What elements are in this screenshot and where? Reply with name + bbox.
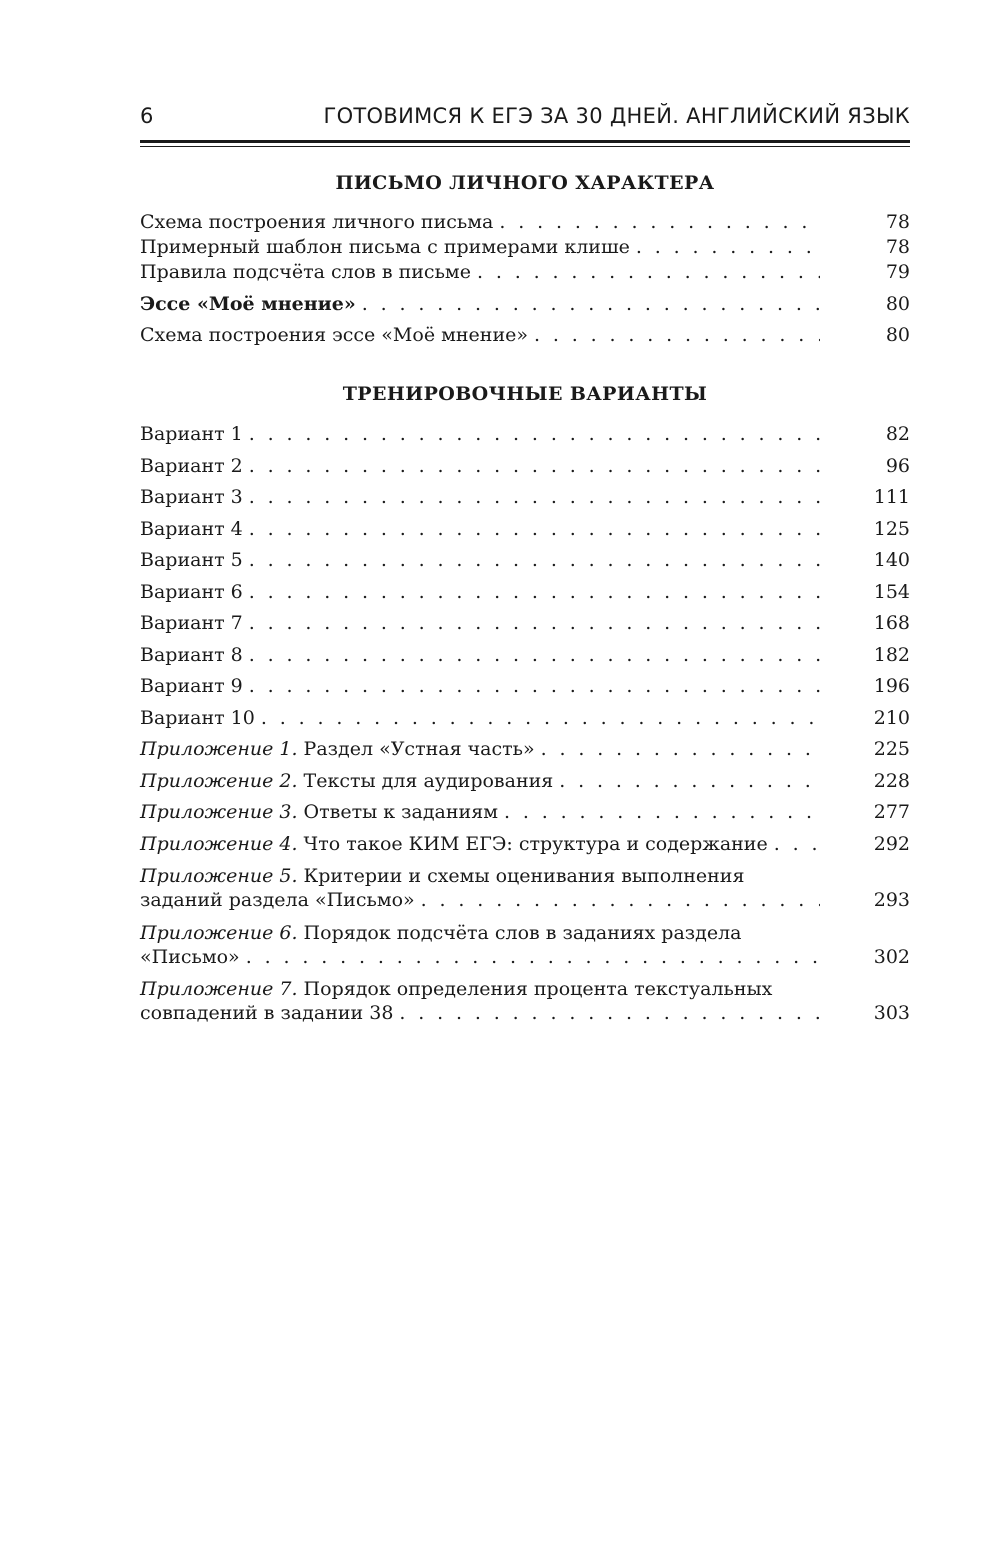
book-title: ГОТОВИМСЯ К ЕГЭ ЗА 30 ДНЕЙ. АНГЛИЙСКИЙ ЯЗЫК (323, 104, 910, 128)
toc-entry[interactable] (140, 548, 910, 572)
entry-text (140, 643, 243, 667)
entry-page-number: 302 (873, 946, 910, 968)
entry-text (140, 921, 742, 945)
page-number: 6 (140, 104, 154, 128)
entry-title: Что такое КИМ ЕГЭ: структура и содержание (297, 833, 768, 855)
entry-page-number: 210 (873, 707, 910, 729)
leader-dots (249, 674, 820, 698)
toc-entry[interactable] (140, 832, 910, 856)
toc-line (140, 945, 910, 969)
leader-dots (534, 323, 820, 347)
running-header (140, 104, 910, 138)
toc-line (140, 548, 910, 572)
entry-text (140, 235, 630, 259)
toc-line (140, 580, 910, 604)
leader-dots (249, 485, 820, 509)
toc-entry[interactable] (140, 611, 910, 635)
toc-entry[interactable] (140, 580, 910, 604)
toc-line (140, 888, 910, 912)
entry-page-number: 79 (885, 261, 910, 283)
leader-dots (246, 945, 820, 969)
entry-title: Порядок определения процента текстуальных (297, 978, 773, 1000)
entry-page-number: 277 (873, 801, 910, 823)
toc-line (140, 921, 910, 945)
toc-entry[interactable] (140, 800, 910, 824)
toc-entry[interactable] (140, 485, 910, 509)
entry-title: Эссе «Моё мнение» (140, 293, 356, 315)
toc-line (140, 706, 910, 730)
entry-prefix: Приложение 6. (140, 922, 298, 944)
entry-title: совпадений в задании 38 (140, 1002, 394, 1024)
entry-text (140, 977, 772, 1001)
header-rule-thick (140, 140, 910, 143)
toc-line (140, 292, 910, 316)
entry-title: «Письмо» (140, 946, 240, 968)
entry-text (140, 864, 744, 888)
toc-line (140, 485, 910, 509)
entry-text (140, 422, 243, 446)
toc-entry[interactable] (140, 977, 910, 1025)
leader-dots (249, 454, 820, 478)
toc-entry[interactable] (140, 864, 910, 912)
entry-text (140, 737, 535, 761)
entry-page-number: 168 (873, 612, 910, 634)
entry-title: Тексты для аудирования (297, 770, 554, 792)
entry-title: Вариант 3 (140, 486, 243, 508)
toc-entry[interactable] (140, 643, 910, 667)
entry-prefix: Приложение 5. (140, 865, 298, 887)
leader-dots (399, 1001, 820, 1025)
toc-line (140, 769, 910, 793)
toc-line (140, 800, 910, 824)
entry-text (140, 580, 243, 604)
entry-prefix: Приложение 7. (140, 978, 298, 1000)
entry-text (140, 888, 415, 912)
entry-title: Порядок подсчёта слов в заданиях раздела (297, 922, 742, 944)
entry-text (140, 210, 493, 234)
entry-prefix: Приложение 3. (140, 801, 298, 823)
entry-title: Схема построения личного письма (140, 211, 494, 233)
leader-dots (559, 769, 820, 793)
leader-dots (249, 517, 820, 541)
entry-page-number: 228 (873, 770, 910, 792)
entry-title: Схема построения эссе «Моё мнение» (140, 324, 528, 346)
entry-text (140, 611, 243, 635)
entry-title: Вариант 4 (140, 518, 243, 540)
leader-dots (249, 643, 820, 667)
entry-page-number: 80 (885, 293, 910, 315)
entry-page-number: 225 (873, 738, 910, 760)
entry-text (140, 800, 498, 824)
toc-entry[interactable] (140, 323, 910, 347)
leader-dots (421, 888, 820, 912)
leader-dots (249, 548, 820, 572)
toc-entry[interactable] (140, 706, 910, 730)
section-title: ТРЕНИРОВОЧНЫЕ ВАРИАНТЫ (342, 383, 708, 405)
entry-text (140, 945, 240, 969)
entry-title: Вариант 6 (140, 581, 243, 603)
entry-page-number: 111 (873, 486, 910, 508)
toc-line (140, 517, 910, 541)
toc-line (140, 454, 910, 478)
leader-dots (261, 706, 820, 730)
entry-page-number: 293 (873, 889, 910, 911)
leader-dots (504, 800, 820, 824)
entry-page-number: 125 (873, 518, 910, 540)
toc-line (140, 674, 910, 698)
toc-entry[interactable] (140, 210, 910, 234)
leader-dots (249, 580, 820, 604)
entry-text (140, 674, 243, 698)
leader-dots (541, 737, 820, 761)
entry-page-number: 96 (885, 455, 910, 477)
entry-page-number: 78 (885, 236, 910, 258)
toc-entry[interactable] (140, 422, 910, 446)
entry-title: Вариант 2 (140, 455, 243, 477)
leader-dots (774, 832, 820, 856)
toc-entry[interactable] (140, 921, 910, 969)
toc-line (140, 611, 910, 635)
toc-line (140, 737, 910, 761)
entry-title: Вариант 1 (140, 423, 243, 445)
entry-page-number: 78 (885, 211, 910, 233)
entry-title: заданий раздела «Письмо» (140, 889, 415, 911)
leader-dots (249, 422, 820, 446)
entry-page-number: 292 (873, 833, 910, 855)
entry-prefix: Приложение 1. (140, 738, 298, 760)
entry-title: Ответы к заданиям (297, 801, 498, 823)
entry-title: Вариант 10 (140, 707, 255, 729)
entry-text (140, 260, 471, 284)
toc-line (140, 260, 910, 284)
toc-entry[interactable] (140, 737, 910, 761)
entry-title: Примерный шаблон письма с примерами клише (140, 236, 630, 258)
entry-page-number: 140 (873, 549, 910, 571)
toc-line (140, 422, 910, 446)
toc-entry[interactable] (140, 292, 910, 316)
entry-page-number: 182 (873, 644, 910, 666)
entry-title: Критерии и схемы оценивания выполнения (297, 865, 745, 887)
toc-line (140, 832, 910, 856)
toc-entry[interactable] (140, 674, 910, 698)
entry-title: Вариант 8 (140, 644, 243, 666)
entry-title: Правила подсчёта слов в письме (140, 261, 471, 283)
header-rule-thin (140, 146, 910, 147)
toc-line (140, 323, 910, 347)
entry-page-number: 154 (873, 581, 910, 603)
entry-title: Раздел «Устная часть» (297, 738, 535, 760)
leader-dots (362, 292, 820, 316)
entry-text (140, 548, 243, 572)
entry-text (140, 769, 553, 793)
entry-title: Вариант 5 (140, 549, 243, 571)
entry-text (140, 517, 243, 541)
toc-line (140, 864, 910, 888)
entry-page-number: 303 (873, 1002, 910, 1024)
entry-text (140, 292, 356, 316)
entry-text (140, 454, 243, 478)
toc-entry[interactable] (140, 235, 910, 259)
entry-text (140, 1001, 393, 1025)
toc-entry[interactable] (140, 260, 910, 284)
entry-text (140, 706, 255, 730)
entry-page-number: 196 (873, 675, 910, 697)
entry-page-number: 80 (885, 324, 910, 346)
entry-text (140, 323, 528, 347)
entry-text (140, 832, 768, 856)
toc-entry[interactable] (140, 517, 910, 541)
toc-entry[interactable] (140, 769, 910, 793)
entry-prefix: Приложение 2. (140, 770, 298, 792)
leader-dots (499, 210, 820, 234)
leader-dots (636, 235, 820, 259)
entry-title: Вариант 7 (140, 612, 243, 634)
leader-dots (249, 611, 820, 635)
leader-dots (477, 260, 820, 284)
toc-line (140, 643, 910, 667)
toc-line (140, 210, 910, 234)
toc-entry[interactable] (140, 454, 910, 478)
toc-line (140, 235, 910, 259)
entry-prefix: Приложение 4. (140, 833, 298, 855)
entry-title: Вариант 9 (140, 675, 243, 697)
entry-text (140, 485, 243, 509)
toc-line (140, 1001, 910, 1025)
toc-line (140, 977, 910, 1001)
entry-page-number: 82 (885, 423, 910, 445)
section-title: ПИСЬМО ЛИЧНОГО ХАРАКТЕРА (335, 172, 715, 194)
